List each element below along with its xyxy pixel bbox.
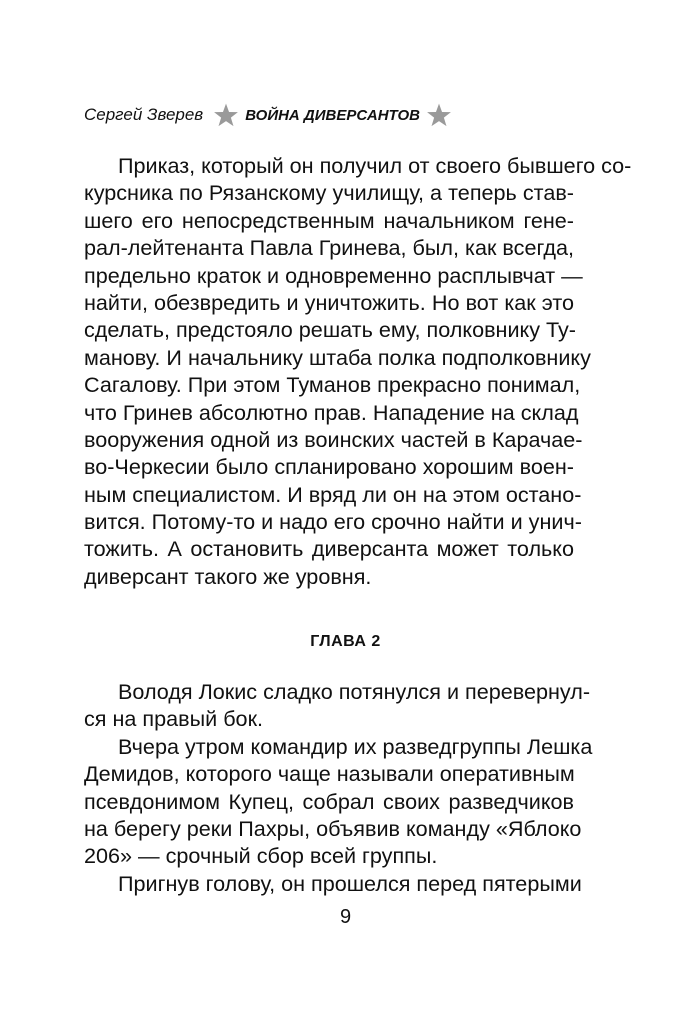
page-number: 9 — [339, 906, 352, 928]
text-line: курсника по Рязанскому училищу, а теперь став- — [84, 180, 574, 206]
text-line: Вчера утром командир их разведгруппы Лешка — [118, 733, 593, 759]
text-line: вится. Потому-то и надо его срочно найти и унич- — [84, 509, 582, 535]
text-line: ся на правый бок. — [84, 706, 264, 732]
text-line: во-Черкесии было спланировано хорошим воен- — [84, 454, 574, 480]
text-line: рал-лейтенанта Павла Гринева, был, как всегда, — [84, 235, 574, 261]
book-title: ВОЙНА ДИВЕРСАНТОВ — [245, 106, 420, 124]
text-line: предельно краток и одновременно расплывчат — — [84, 262, 583, 288]
paragraph-2 — [84, 678, 593, 897]
author-name: Сергей Зверев — [84, 105, 204, 124]
text-line: 206» — срочный сбор всей группы. — [84, 843, 438, 869]
text-line: Володя Локис сладко потянулся и перевернул- — [118, 679, 591, 704]
text-line: найти, обезвредить и уничтожить. Но вот как это — [84, 289, 574, 315]
text-line: ным специалистом. И вряд ли он на этом остано- — [84, 481, 582, 507]
text-line: псевдонимом Купец, собрал своих разведчиков — [84, 788, 574, 814]
text-line: шего его непосредственным начальником гене- — [84, 207, 574, 233]
text-line: Приказ, который он получил от своего бывшего со- — [118, 153, 632, 178]
text-line: что Гринев абсолютно прав. Нападение на склад — [84, 399, 579, 425]
chapter-heading: ГЛАВА 2 — [310, 633, 381, 650]
text-line: диверсант такого же уровня. — [84, 563, 372, 589]
text-line: Демидов, которого чаще называли оперативным — [84, 761, 575, 787]
text-line: сделать, предстояло решать ему, полковнику Ту- — [84, 317, 576, 343]
star-icon — [426, 102, 452, 128]
text-line: на берегу реки Пахры, объявив команду «Яблоко — [84, 815, 582, 841]
star-icon — [213, 102, 239, 128]
text-line: Сагалову. При этом Туманов прекрасно понимал, — [84, 372, 581, 398]
text-line: Пригнув голову, он прошелся перед пятерыми — [118, 870, 582, 896]
running-head — [84, 102, 452, 128]
text-line: вооружения одной из воинских частей в Карачае- — [84, 426, 583, 452]
paragraph-1 — [84, 152, 632, 590]
text-line: тожить. А остановить диверсанта может только — [84, 536, 574, 562]
text-line: манову. И начальнику штаба полка подполковнику — [84, 344, 591, 370]
